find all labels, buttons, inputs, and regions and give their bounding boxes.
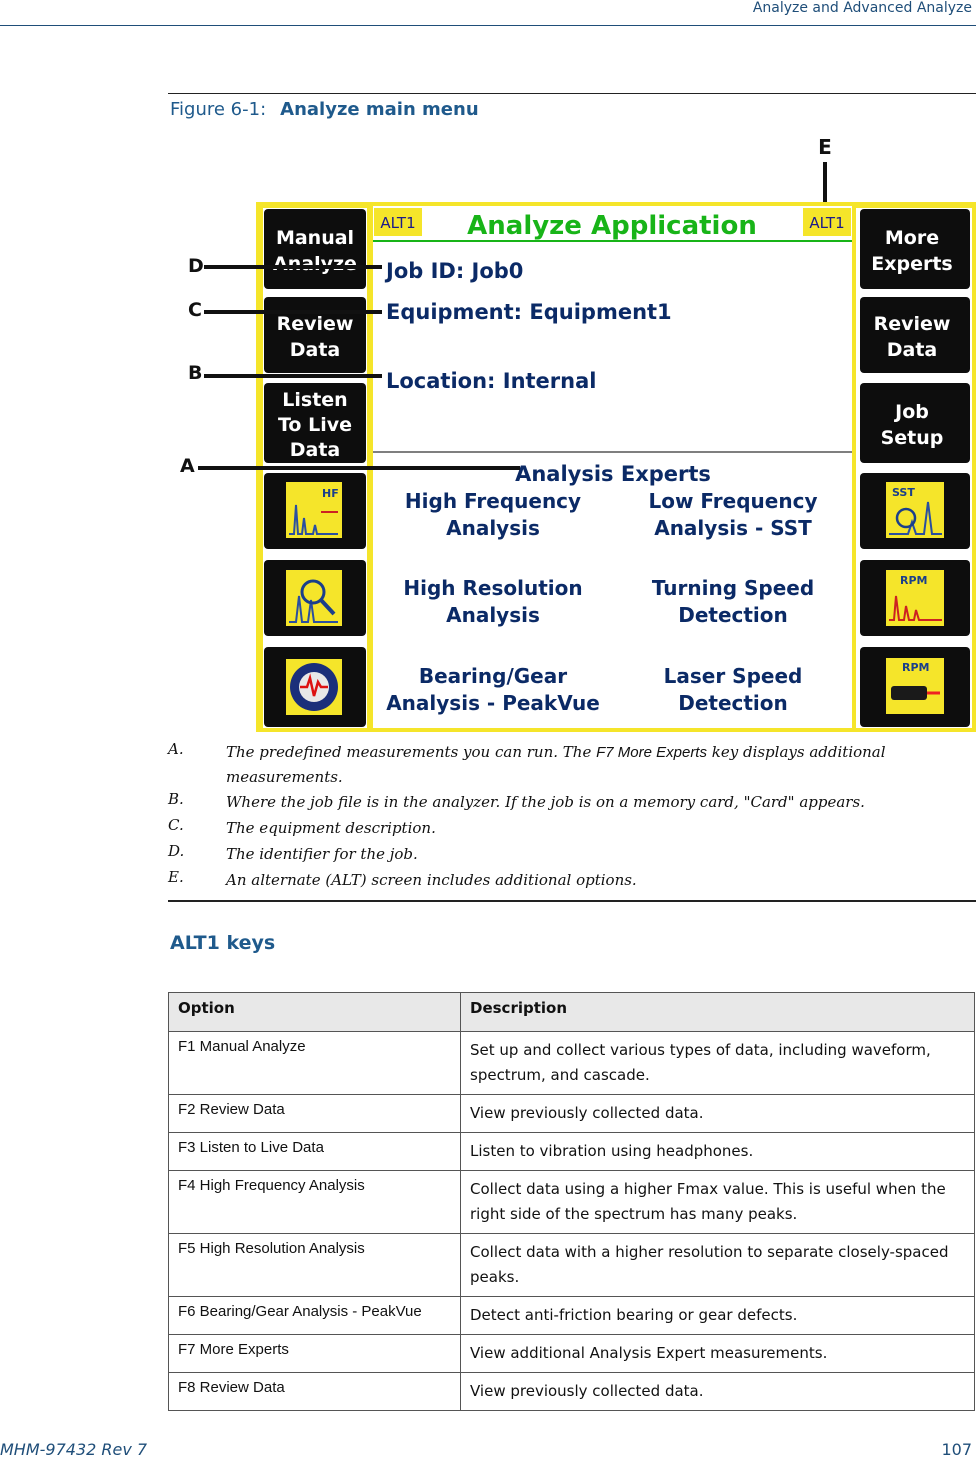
figure-title	[170, 99, 479, 120]
table-header-option: Option	[169, 993, 461, 1032]
callout-a: A	[180, 455, 195, 477]
alt1-right-label: ALT1	[809, 214, 845, 232]
table-cell-option: F1 Manual Analyze	[169, 1032, 461, 1095]
table-cell-description: Detect anti-friction bearing or gear defects.	[461, 1297, 975, 1335]
expert-ls-line1: Laser Speed	[663, 664, 803, 688]
callout-d: D	[188, 255, 204, 277]
table-cell-option: F4 High Frequency Analysis	[169, 1171, 461, 1234]
table-cell-description: Set up and collect various types of data, including waveform, spectrum, and cascade.	[461, 1032, 975, 1095]
table-header-description: Description	[461, 993, 975, 1032]
callout-c: C	[188, 299, 202, 321]
table-cell-option: F6 Bearing/Gear Analysis - PeakVue	[169, 1297, 461, 1335]
figure-top-rule	[168, 93, 976, 94]
key-f1-line2: Analyze	[273, 253, 357, 275]
alt1-left-label: ALT1	[380, 214, 416, 232]
table-cell-description: Collect data using a higher Fmax value. This is useful when the right side of the spectrum has many peaks.	[461, 1171, 975, 1234]
table-row	[169, 1297, 975, 1335]
caption-e-text: An alternate (ALT) screen includes additional options.	[226, 871, 637, 889]
table-cell-description: View previously collected data.	[461, 1095, 975, 1133]
caption-b-letter: B.	[168, 790, 184, 808]
expert-ts-line1: Turning Speed	[651, 576, 815, 600]
caption-a-pre: The predefined measurements you can run. The	[226, 743, 597, 761]
caption-c-text: The equipment description.	[226, 819, 436, 837]
callout-e: E	[818, 135, 832, 159]
caption-b-text: Where the job file is in the analyzer. If the job is on a memory card, "Card" appears.	[226, 793, 865, 811]
key-job-setup[interactable]	[860, 383, 970, 463]
callout-b: B	[188, 362, 203, 384]
expert-hf-line2: Analysis	[446, 516, 540, 540]
equipment-text: Equipment: Equipment1	[386, 300, 672, 324]
table-row	[169, 1373, 975, 1411]
table-cell-description: View additional Analysis Expert measurements.	[461, 1335, 975, 1373]
table-row	[169, 1171, 975, 1234]
figure-number: Figure 6-1:	[170, 99, 267, 120]
table-cell-option: F8 Review Data	[169, 1373, 461, 1411]
figure-title-text: Analyze main menu	[280, 99, 479, 120]
key-f3-line1: Listen	[282, 389, 348, 411]
key-f3-line2: To Live	[278, 414, 352, 436]
caption-a-post: key displays additional measurements.	[226, 743, 886, 786]
expert-hf-line1: High Frequency	[404, 489, 582, 513]
table-header-row	[169, 993, 975, 1032]
key-f8-review-data[interactable]	[860, 297, 970, 373]
expert-ts-line2: Detection	[678, 603, 788, 627]
table-row	[169, 1234, 975, 1297]
key-f1-line1: Manual	[275, 227, 355, 249]
job-id-text: Job ID: Job0	[386, 259, 524, 283]
key-f3-line3: Data	[289, 439, 341, 461]
expert-lf-line2: Analysis - SST	[654, 516, 812, 540]
footer-doc-id: MHM-97432 Rev 7	[0, 1440, 148, 1459]
hf-icon-label: HF	[322, 487, 339, 500]
table-cell-option: F3 Listen to Live Data	[169, 1133, 461, 1171]
expert-bg-line2: Analysis - PeakVue	[386, 691, 600, 715]
table-cell-description: View previously collected data.	[461, 1373, 975, 1411]
caption-c-letter: C.	[168, 816, 184, 834]
key-f7-more-experts[interactable]	[860, 209, 970, 289]
sst-icon-label: SST	[892, 486, 915, 499]
key-f1-manual-analyze[interactable]	[264, 209, 366, 289]
location-text: Location: Internal	[386, 369, 597, 393]
expert-hr-line1: High Resolution	[403, 576, 583, 600]
rpm-icon-label-2: RPM	[902, 661, 930, 674]
key-f2-review-data[interactable]	[264, 297, 366, 373]
footer-page-number: 107	[941, 1440, 972, 1459]
table-row	[169, 1335, 975, 1373]
expert-ls-line2: Detection	[678, 691, 788, 715]
expert-lf-line1: Low Frequency	[648, 489, 818, 513]
screen-title: Analyze Application	[467, 211, 757, 241]
caption-a-letter: A.	[168, 740, 184, 758]
key-f2-line2: Data	[289, 339, 341, 361]
running-header: Analyze and Advanced Analyze	[752, 0, 972, 16]
key-f2-line1: Review	[276, 313, 354, 335]
experts-heading: Analysis Experts	[515, 462, 711, 486]
figure-bottom-rule	[168, 900, 976, 902]
laser-body-icon	[891, 686, 927, 700]
key-f8-line1: Review	[873, 313, 951, 335]
caption-d-letter: D.	[168, 842, 185, 860]
header-rule	[0, 25, 976, 26]
key-f7-line1: More	[884, 227, 940, 249]
table-cell-option: F2 Review Data	[169, 1095, 461, 1133]
key-f8-line2: Data	[886, 339, 938, 361]
table-cell-description: Collect data with a higher resolution to separate closely-spaced peaks.	[461, 1234, 975, 1297]
table-cell-option: F5 High Resolution Analysis	[169, 1234, 461, 1297]
table-cell-option: F7 More Experts	[169, 1335, 461, 1373]
key-job-setup-line1: Job	[895, 401, 929, 423]
table-row	[169, 1095, 975, 1133]
table-row	[169, 1133, 975, 1171]
rpm-icon-label-1: RPM	[900, 574, 928, 587]
key-job-setup-line2: Setup	[880, 427, 944, 449]
expert-hr-line2: Analysis	[446, 603, 540, 627]
section-title: ALT1 keys	[170, 932, 276, 954]
caption-e-letter: E.	[168, 868, 184, 886]
expert-bg-line1: Bearing/Gear	[418, 664, 568, 688]
alt1-keys-table	[168, 992, 975, 1411]
caption-a-text	[226, 740, 926, 789]
key-f7-line2: Experts	[871, 253, 953, 275]
table-cell-description: Listen to vibration using headphones.	[461, 1133, 975, 1171]
caption-a-key: F7 More Experts	[596, 744, 707, 761]
analyze-screen-figure	[168, 130, 976, 735]
caption-d-text: The identifier for the job.	[226, 845, 418, 863]
table-row	[169, 1032, 975, 1095]
